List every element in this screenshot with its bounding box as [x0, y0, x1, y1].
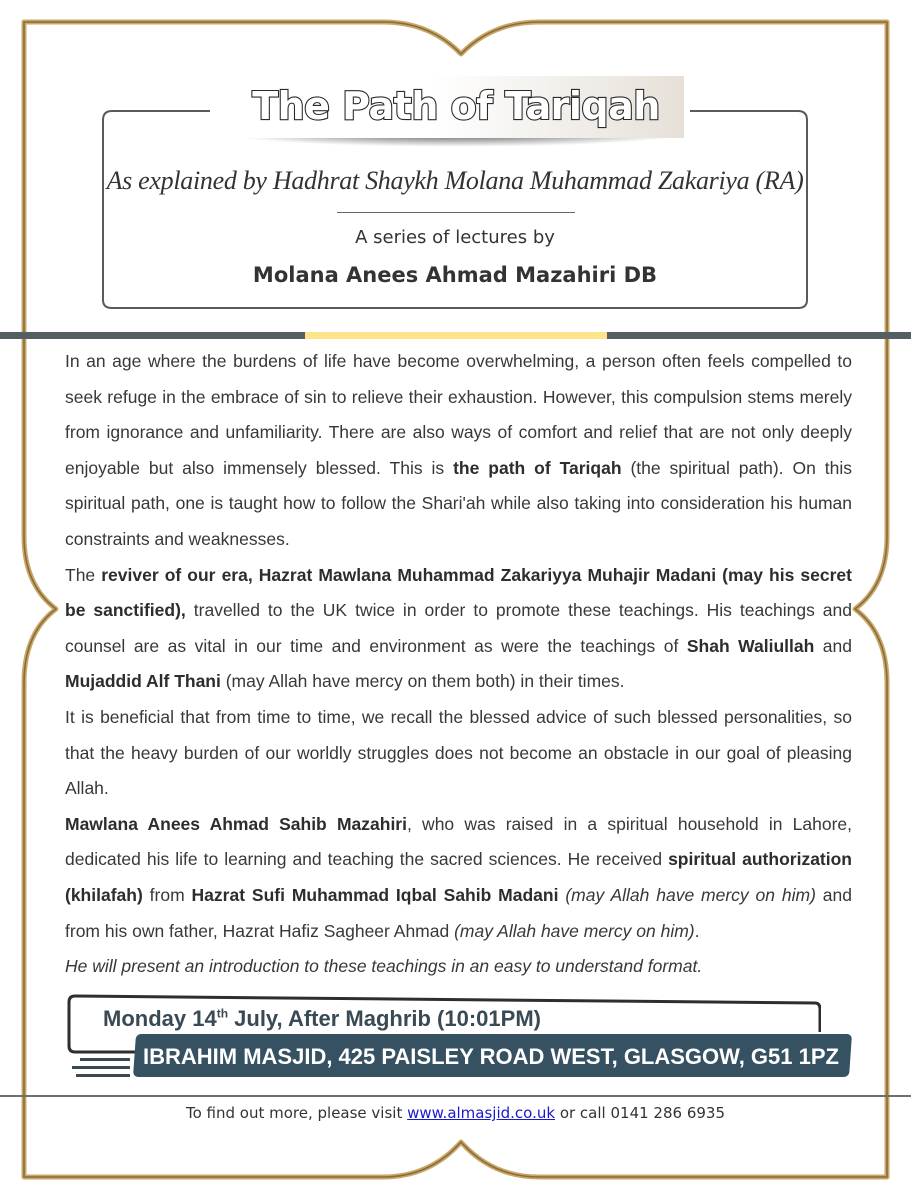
italic-phrase: (may Allah have mercy on him)	[565, 884, 816, 905]
speaker-name: Molana Anees Ahmad Mazahiri DB	[252, 263, 658, 287]
page-title: The Path of Tariqah	[252, 84, 660, 128]
paragraph-speaker-bio: Mawlana Anees Ahmad Sahib Mazahiri, who was raised in a spiritual household in Lahore, dedicated his life to learning and teaching the sacred sciences. He received spiritual authorization (khilafah) from Hazrat Sufi Muhammad Iqbal Sahib Madani (may Allah have mercy on him) and from his own father, Hazrat Hafiz Sagheer Ahmad (may Allah have mercy on him).	[65, 813, 853, 941]
divider-bar-right	[607, 332, 911, 339]
footer-contact: To find out more, please visit www.almasjid.co.uk or call 0141 286 6935	[185, 1104, 725, 1122]
series-label: A series of lectures by	[355, 227, 555, 248]
speed-line	[76, 1074, 130, 1077]
event-date-time: Monday 14th July, After Maghrib (10:01PM)	[103, 1006, 541, 1031]
bold-phrase: Mawlana Anees Ahmad Sahib Mazahiri	[65, 813, 407, 834]
bold-phrase: spiritual authorization (khilafah)	[65, 849, 852, 905]
footer-divider	[0, 1095, 911, 1097]
paragraph-benefit: It is beneficial that from time to time, we recall the blessed advice of such blessed personalities, so that the heavy burden of our worldly struggles does not become an obstacle in our goal of pleasing Allah.	[65, 706, 852, 799]
bold-phrase: Mujaddid Alf Thani	[65, 671, 221, 692]
speed-line	[80, 1058, 130, 1061]
event-address: IBRAHIM MASJID, 425 PAISLEY ROAD WEST, GLASGOW, G51 1PZ	[143, 1044, 839, 1069]
divider-bar-center	[305, 332, 607, 339]
phone-number: 0141 286 6935	[610, 1104, 725, 1122]
paragraph-intro: In an age where the burdens of life have become overwhelming, a person often feels compelled to seek refuge in the embrace of sin to relieve their exhaustion. However, this compulsion stems merely from ignorance and unfamiliarity. There are also ways of comfort and relief that are not only deeply enjoyable but also immensely blessed. This is the path of Tariqah (the spiritual path). On this spiritual path, one is taught how to follow the Shari'ah while also taking into consideration his human constraints and weaknesses.	[65, 351, 852, 549]
bold-phrase: Shah Waliullah	[686, 635, 815, 656]
bold-phrase: Hazrat Sufi Muhammad Iqbal Sahib Madani	[191, 884, 559, 905]
body-text	[65, 344, 852, 985]
divider-bar-left	[0, 332, 305, 339]
subtitle-divider	[337, 212, 575, 213]
italic-phrase: (may Allah have mercy on him)	[454, 920, 695, 941]
paragraph-closing: He will present an introduction to these teachings in an easy to understand format.	[65, 956, 703, 977]
bold-phrase: reviver of our era, Hazrat Mawlana Muhammad Zakariyya Muhajir Madani (may his secret be sanctified),	[65, 564, 852, 621]
paragraph-reviver: The reviver of our era, Hazrat Mawlana Muhammad Zakariyya Muhajir Madani (may his secret be sanctified), travelled to the UK twice in order to promote these teachings. His teachings and counsel are as vital in our time and environment as were the teachings of Shah Waliullah and Mujaddid Alf Thani (may Allah have mercy on them both) in their times.	[65, 564, 853, 692]
speed-line	[72, 1066, 130, 1069]
subtitle: As explained by Hadhrat Shaykh Molana Muhammad Zakariya (RA)	[106, 166, 804, 195]
website-link[interactable]: www.almasjid.co.uk	[407, 1104, 556, 1122]
bold-phrase: the path of Tariqah	[453, 457, 622, 478]
